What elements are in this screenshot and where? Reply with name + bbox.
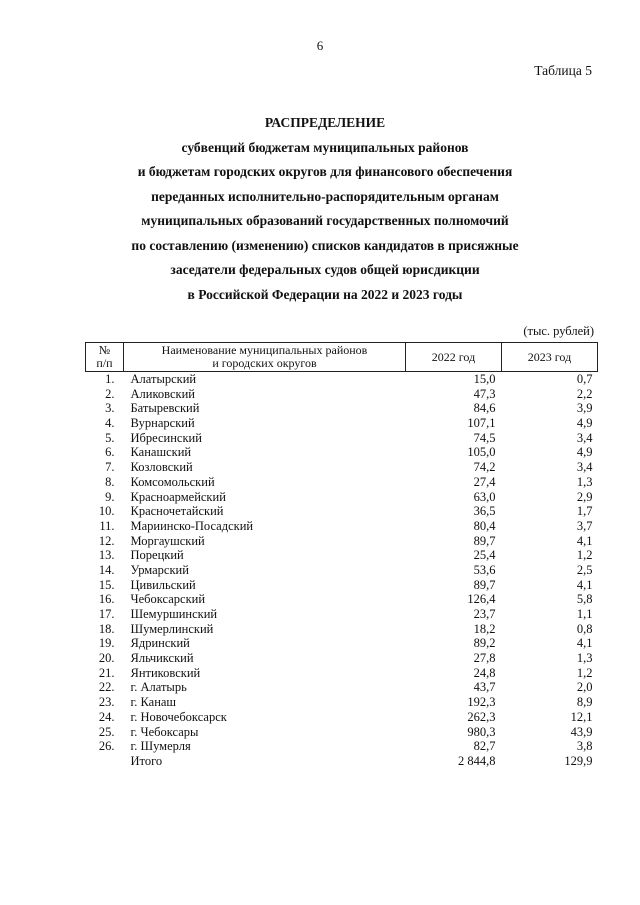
title-line: в Российской Федерации на 2022 и 2023 годы <box>187 286 463 302</box>
row-value-2023: 4,9 <box>576 445 593 460</box>
table-row <box>86 592 598 607</box>
total-value-2022: 2 844,8 <box>458 753 496 768</box>
row-number: 21. <box>98 665 115 680</box>
row-value-2022: 107,1 <box>467 416 496 431</box>
row-name: Шемуршинский <box>130 607 218 621</box>
row-name: Красноармейский <box>130 489 226 504</box>
row-number: 25. <box>98 724 115 739</box>
table-row <box>86 651 598 666</box>
row-value-2022: 47,3 <box>473 386 496 401</box>
row-number: 8. <box>105 474 115 489</box>
row-value-2023: 0,8 <box>576 621 593 636</box>
table-row <box>86 607 598 622</box>
row-value-2022: 36,5 <box>473 504 496 519</box>
row-value-2022: 27,4 <box>473 474 496 489</box>
row-value-2022: 43,7 <box>473 680 496 695</box>
row-number: 3. <box>105 401 115 416</box>
row-name: Мариинско-Посадский <box>130 518 254 533</box>
row-name: Комсомольский <box>130 474 215 489</box>
table-row <box>86 563 598 578</box>
row-number: 6. <box>105 445 115 460</box>
table-row <box>86 622 598 637</box>
distribution-table <box>85 342 598 769</box>
row-value-2022: 192,3 <box>467 695 496 710</box>
row-value-2022: 74,5 <box>473 430 496 445</box>
row-name: Янтиковский <box>130 665 201 680</box>
row-value-2022: 15,0 <box>473 372 496 386</box>
table-row <box>86 460 598 475</box>
row-value-2022: 53,6 <box>473 562 496 577</box>
row-name: Шумерлинский <box>130 621 214 636</box>
row-name: Урмарский <box>130 562 189 577</box>
row-name: г. Новочебоксарск <box>130 709 227 724</box>
row-number: 22. <box>98 680 115 695</box>
row-name: г. Чебоксары <box>130 724 199 739</box>
total-label: Итого <box>130 753 163 768</box>
row-value-2023: 43,9 <box>570 724 593 739</box>
table-row <box>86 401 598 416</box>
table-row <box>86 504 598 519</box>
table-label: Таблица 5 <box>534 63 592 78</box>
row-name: Красночетайский <box>130 504 224 519</box>
table-row <box>86 680 598 695</box>
row-name: Канашский <box>130 445 192 460</box>
row-value-2023: 8,9 <box>576 695 593 710</box>
row-value-2022: 89,2 <box>473 636 496 651</box>
header-2023: 2023 год <box>502 343 598 372</box>
row-number: 12. <box>98 533 115 548</box>
table-row <box>86 725 598 740</box>
page-number: 6 <box>316 38 324 53</box>
table-row <box>86 636 598 651</box>
row-name: Ядринский <box>130 636 190 651</box>
table-total-row <box>86 754 598 769</box>
row-value-2023: 5,8 <box>576 592 593 607</box>
row-name: Порецкий <box>130 548 184 563</box>
table-row <box>86 519 598 534</box>
row-value-2023: 3,7 <box>576 518 593 533</box>
row-value-2023: 4,1 <box>576 533 593 548</box>
row-name: Вурнарский <box>130 416 195 431</box>
row-number: 4. <box>105 416 115 431</box>
row-value-2023: 2,9 <box>576 489 593 504</box>
row-value-2023: 3,9 <box>576 401 593 416</box>
header-name <box>124 343 406 372</box>
title-line: субвенций бюджетам муниципальных районов <box>181 139 469 155</box>
table-row <box>86 548 598 563</box>
header-name-line2: и городских округов <box>212 356 317 370</box>
title-line: по составлению (изменению) списков кандидатов в присяжные <box>131 237 519 253</box>
row-value-2022: 27,8 <box>473 651 496 666</box>
row-value-2022: 82,7 <box>473 739 496 754</box>
table-row <box>86 416 598 431</box>
row-number: 1. <box>105 372 115 386</box>
row-number: 23. <box>98 695 115 710</box>
header-2022: 2022 год <box>406 343 502 372</box>
row-value-2022: 89,7 <box>473 577 496 592</box>
total-value-2023: 129,9 <box>564 753 593 768</box>
header-number-line2: п/п <box>96 356 113 370</box>
table-row <box>86 710 598 725</box>
table-row <box>86 387 598 402</box>
row-number: 26. <box>98 739 115 754</box>
row-number: 19. <box>98 636 115 651</box>
row-value-2023: 1,3 <box>576 651 593 666</box>
row-name: г. Канаш <box>130 695 177 710</box>
table-row <box>86 372 598 387</box>
row-value-2022: 25,4 <box>473 548 496 563</box>
table-row <box>86 695 598 710</box>
row-value-2022: 63,0 <box>473 489 496 504</box>
row-value-2023: 1,1 <box>576 607 593 621</box>
row-number: 18. <box>98 621 115 636</box>
row-value-2022: 262,3 <box>467 709 496 724</box>
row-name: г. Алатырь <box>130 680 187 695</box>
table-body <box>86 372 598 769</box>
table-row <box>86 666 598 681</box>
row-name: Алатырский <box>130 372 197 386</box>
row-number: 7. <box>105 460 115 475</box>
row-value-2023: 4,1 <box>576 577 593 592</box>
row-name: Моргаушский <box>130 533 205 548</box>
row-value-2023: 3,4 <box>576 460 593 475</box>
row-number: 15. <box>98 577 115 592</box>
row-value-2023: 12,1 <box>570 709 593 724</box>
row-number: 14. <box>98 562 115 577</box>
row-value-2022: 126,4 <box>467 592 496 607</box>
row-value-2023: 1,2 <box>576 665 593 680</box>
row-number: 17. <box>98 607 115 621</box>
row-value-2023: 3,8 <box>576 739 593 754</box>
table-row <box>86 739 598 754</box>
row-value-2023: 3,4 <box>576 430 593 445</box>
row-value-2022: 74,2 <box>473 460 496 475</box>
row-value-2022: 23,7 <box>473 607 496 621</box>
row-name: Ибресинский <box>130 430 202 445</box>
row-number: 11. <box>99 518 115 533</box>
header-name-line1: Наименование муниципальных районов <box>161 343 368 357</box>
title-line: РАСПРЕДЕЛЕНИЕ <box>264 115 386 130</box>
row-number: 2. <box>105 386 115 401</box>
title-line: муниципальных образований государственных полномочий <box>141 213 509 228</box>
row-value-2023: 2,0 <box>576 680 593 695</box>
units-note: (тыс. рублей) <box>523 324 594 338</box>
row-number: 24. <box>98 709 115 724</box>
row-value-2022: 105,0 <box>467 445 496 460</box>
table-row <box>86 490 598 505</box>
header-number <box>86 343 124 372</box>
row-name: Батыревский <box>130 401 200 416</box>
row-name: Яльчикский <box>130 651 194 666</box>
title-line: переданных исполнительно-распорядительным органам <box>151 188 499 204</box>
row-number: 9. <box>105 489 115 504</box>
row-value-2023: 4,9 <box>576 416 593 431</box>
row-value-2022: 80,4 <box>473 518 496 533</box>
row-value-2023: 1,3 <box>576 474 593 489</box>
row-name: г. Шумерля <box>130 739 191 754</box>
row-number: 10. <box>98 504 115 519</box>
row-number: 20. <box>98 651 115 666</box>
document-title <box>90 111 560 307</box>
row-value-2023: 1,2 <box>576 548 593 563</box>
row-name: Козловский <box>130 460 193 475</box>
row-number: 13. <box>98 548 115 563</box>
row-name: Аликовский <box>130 386 195 401</box>
row-value-2022: 24,8 <box>473 665 496 680</box>
total-number <box>86 754 124 769</box>
row-value-2022: 18,2 <box>473 621 496 636</box>
row-value-2023: 1,7 <box>576 504 593 519</box>
row-value-2022: 980,3 <box>467 724 496 739</box>
row-number: 16. <box>98 592 115 607</box>
row-value-2023: 4,1 <box>576 636 593 651</box>
row-number: 5. <box>105 430 115 445</box>
table-row <box>86 431 598 446</box>
title-line: заседатели федеральных судов общей юрисдикции <box>170 262 480 277</box>
table-row <box>86 445 598 460</box>
row-name: Чебоксарский <box>130 592 206 607</box>
row-value-2022: 84,6 <box>473 401 496 416</box>
table-row <box>86 475 598 490</box>
table-row <box>86 578 598 593</box>
header-number-line1: № <box>98 343 111 357</box>
row-value-2022: 89,7 <box>473 533 496 548</box>
title-line: и бюджетам городских округов для финансового обеспечения <box>137 164 513 179</box>
row-value-2023: 2,2 <box>576 386 593 401</box>
row-value-2023: 2,5 <box>576 562 593 577</box>
table-header-row <box>86 343 598 372</box>
row-value-2023: 0,7 <box>576 372 593 386</box>
row-name: Цивильский <box>130 577 196 592</box>
table-row <box>86 534 598 549</box>
